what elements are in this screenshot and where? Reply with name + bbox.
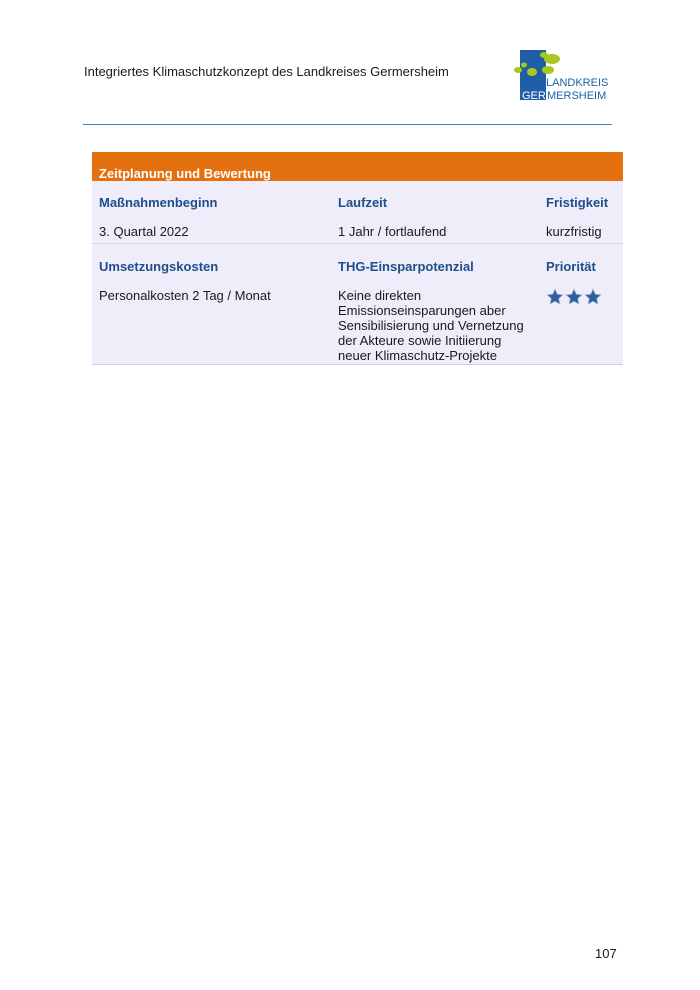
ghg-savings-value bbox=[338, 288, 538, 363]
svg-text:MERSHEIM: MERSHEIM bbox=[547, 90, 607, 102]
svg-text:GER: GER bbox=[522, 90, 546, 102]
duration-label: Laufzeit bbox=[338, 195, 388, 210]
section-heading: Zeitplanung und Bewertung bbox=[92, 152, 623, 181]
star-icon bbox=[584, 288, 602, 306]
ghg-savings-label: THG-Einsparpotenzial bbox=[338, 259, 474, 274]
term-label: Fristigkeit bbox=[546, 195, 609, 210]
table-row bbox=[92, 244, 623, 365]
ghg-line: Emissionseinsparungen aber bbox=[338, 303, 506, 318]
svg-text:LANDKREIS: LANDKREIS bbox=[546, 77, 609, 89]
ghg-line: neuer Klimaschutz-Projekte bbox=[338, 348, 497, 363]
duration-value: 1 Jahr / fortlaufend bbox=[338, 224, 447, 239]
priority-label: Priorität bbox=[546, 259, 596, 274]
ghg-line: Keine direkten bbox=[338, 288, 422, 303]
start-value: 3. Quartal 2022 bbox=[99, 224, 189, 239]
star-icon bbox=[565, 288, 583, 306]
start-label: Maßnahmenbeginn bbox=[99, 195, 218, 210]
document-header-title: Integriertes Klimaschutzkonzept des Landkreises Germersheim bbox=[84, 64, 449, 79]
costs-label: Umsetzungskosten bbox=[99, 259, 219, 274]
schedule-evaluation-panel bbox=[92, 152, 623, 365]
term-value: kurzfristig bbox=[546, 224, 602, 239]
evaluation-table bbox=[92, 181, 623, 365]
ghg-line: der Akteure sowie Initiierung bbox=[338, 333, 502, 348]
header-divider bbox=[83, 124, 612, 125]
landkreis-germersheim-logo bbox=[512, 48, 612, 104]
priority-stars bbox=[546, 288, 602, 306]
table-row bbox=[92, 181, 623, 244]
star-icon bbox=[546, 288, 564, 306]
page-number: 107 bbox=[595, 946, 617, 961]
costs-value: Personalkosten 2 Tag / Monat bbox=[99, 288, 271, 303]
ghg-line: Sensibilisierung und Vernetzung bbox=[338, 318, 524, 333]
